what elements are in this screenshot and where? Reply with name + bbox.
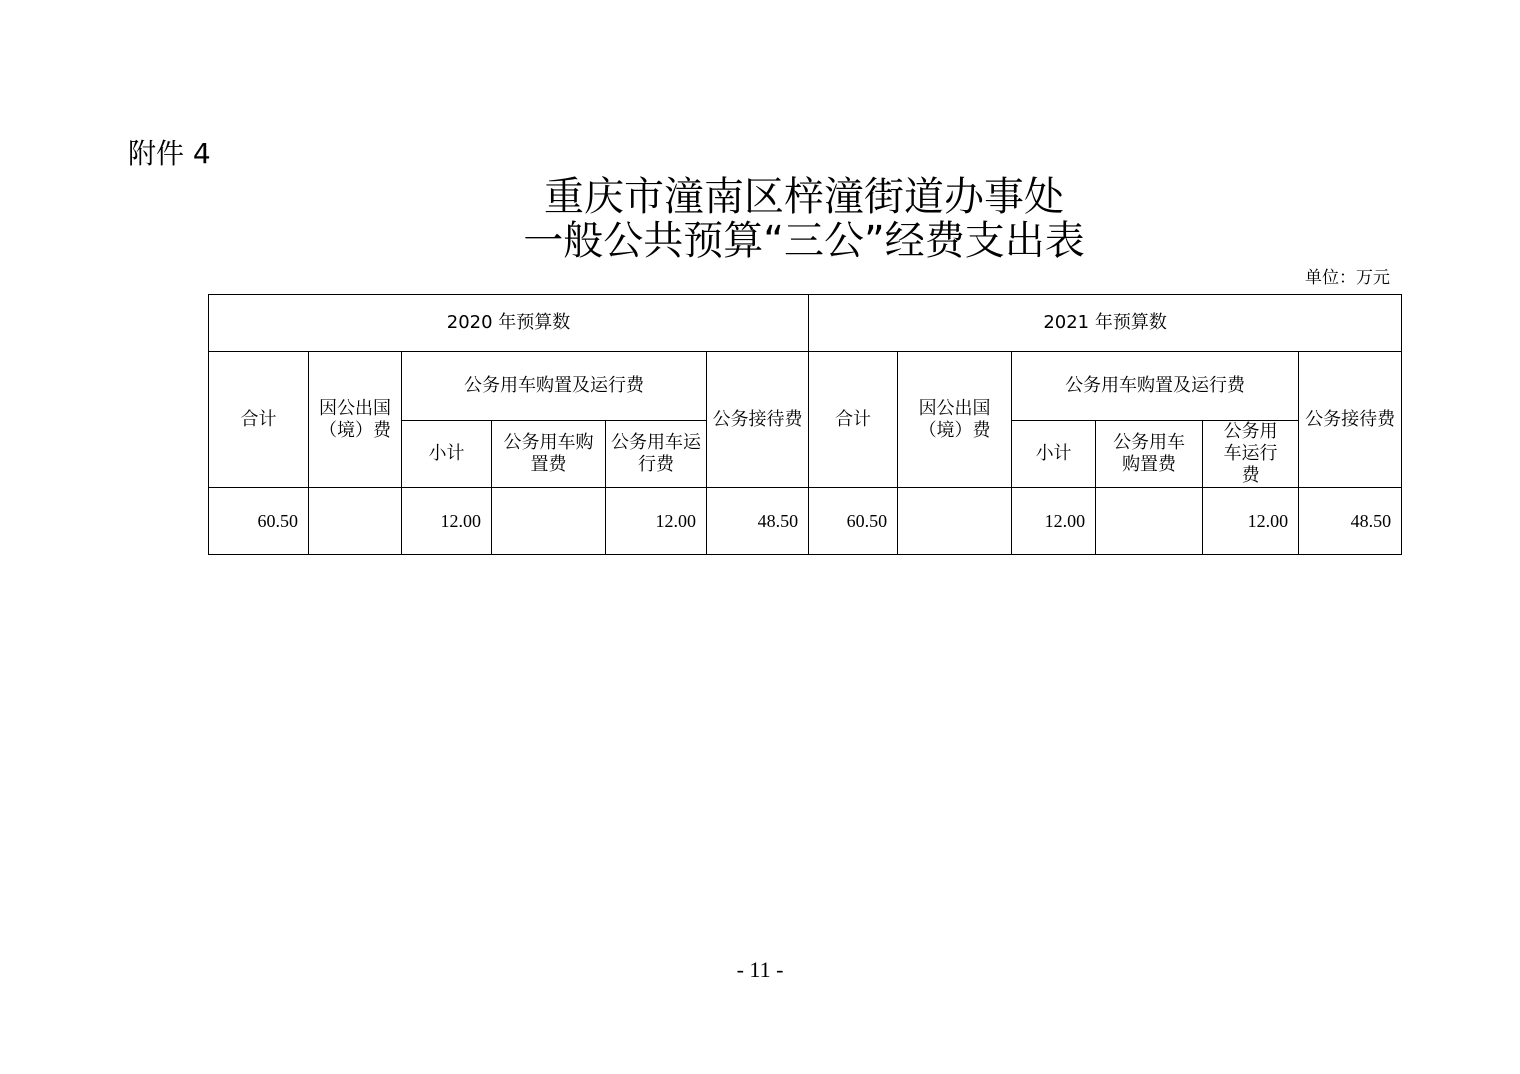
document-title-line-1: 重庆市潼南区梓潼街道办事处 bbox=[544, 174, 1064, 220]
year-header-2021: 2021 年预算数 bbox=[809, 295, 1402, 352]
cell-vehicle-operation-2021: 12.00 bbox=[1203, 488, 1299, 555]
header-subtotal-2021: 小计 bbox=[1012, 421, 1096, 488]
cell-vehicle-purchase-2020 bbox=[492, 488, 606, 555]
three-public-expenses-table bbox=[208, 294, 1402, 555]
page-number: - 11 - bbox=[736, 957, 784, 982]
attachment-label: 附件 4 bbox=[128, 137, 211, 170]
year-header-2020: 2020 年预算数 bbox=[209, 295, 809, 352]
header-abroad-2020: 因公出国（境）费 bbox=[309, 352, 402, 488]
table-row bbox=[209, 488, 1402, 555]
cell-vehicle-purchase-2021 bbox=[1096, 488, 1203, 555]
header-total-2020: 合计 bbox=[209, 352, 309, 488]
header-subtotal-2020: 小计 bbox=[402, 421, 492, 488]
header-abroad-2021: 因公出国（境）费 bbox=[898, 352, 1012, 488]
header-total-2021: 合计 bbox=[809, 352, 898, 488]
header-vehicle-purchase-2021: 公务用车购置费 bbox=[1096, 421, 1203, 488]
cell-reception-2020: 48.50 bbox=[707, 488, 809, 555]
header-reception-2020: 公务接待费 bbox=[707, 352, 809, 488]
cell-total-2021: 60.50 bbox=[809, 488, 898, 555]
cell-subtotal-2021: 12.00 bbox=[1012, 488, 1096, 555]
header-vehicle-group-2020: 公务用车购置及运行费 bbox=[402, 352, 707, 421]
header-vehicle-purchase-2020: 公务用车购置费 bbox=[492, 421, 606, 488]
cell-subtotal-2020: 12.00 bbox=[402, 488, 492, 555]
cell-total-2020: 60.50 bbox=[209, 488, 309, 555]
header-vehicle-group-2021: 公务用车购置及运行费 bbox=[1012, 352, 1299, 421]
unit-label: 单位：万元 bbox=[1305, 268, 1390, 287]
header-vehicle-operation-2020: 公务用车运行费 bbox=[606, 421, 707, 488]
cell-vehicle-operation-2020: 12.00 bbox=[606, 488, 707, 555]
cell-abroad-2021 bbox=[898, 488, 1012, 555]
document-title-line-2: 一般公共预算“三公”经费支出表 bbox=[523, 218, 1085, 264]
cell-abroad-2020 bbox=[309, 488, 402, 555]
header-vehicle-operation-2021: 公务用车运行费 bbox=[1203, 421, 1299, 488]
header-reception-2021: 公务接待费 bbox=[1299, 352, 1402, 488]
cell-reception-2021: 48.50 bbox=[1299, 488, 1402, 555]
